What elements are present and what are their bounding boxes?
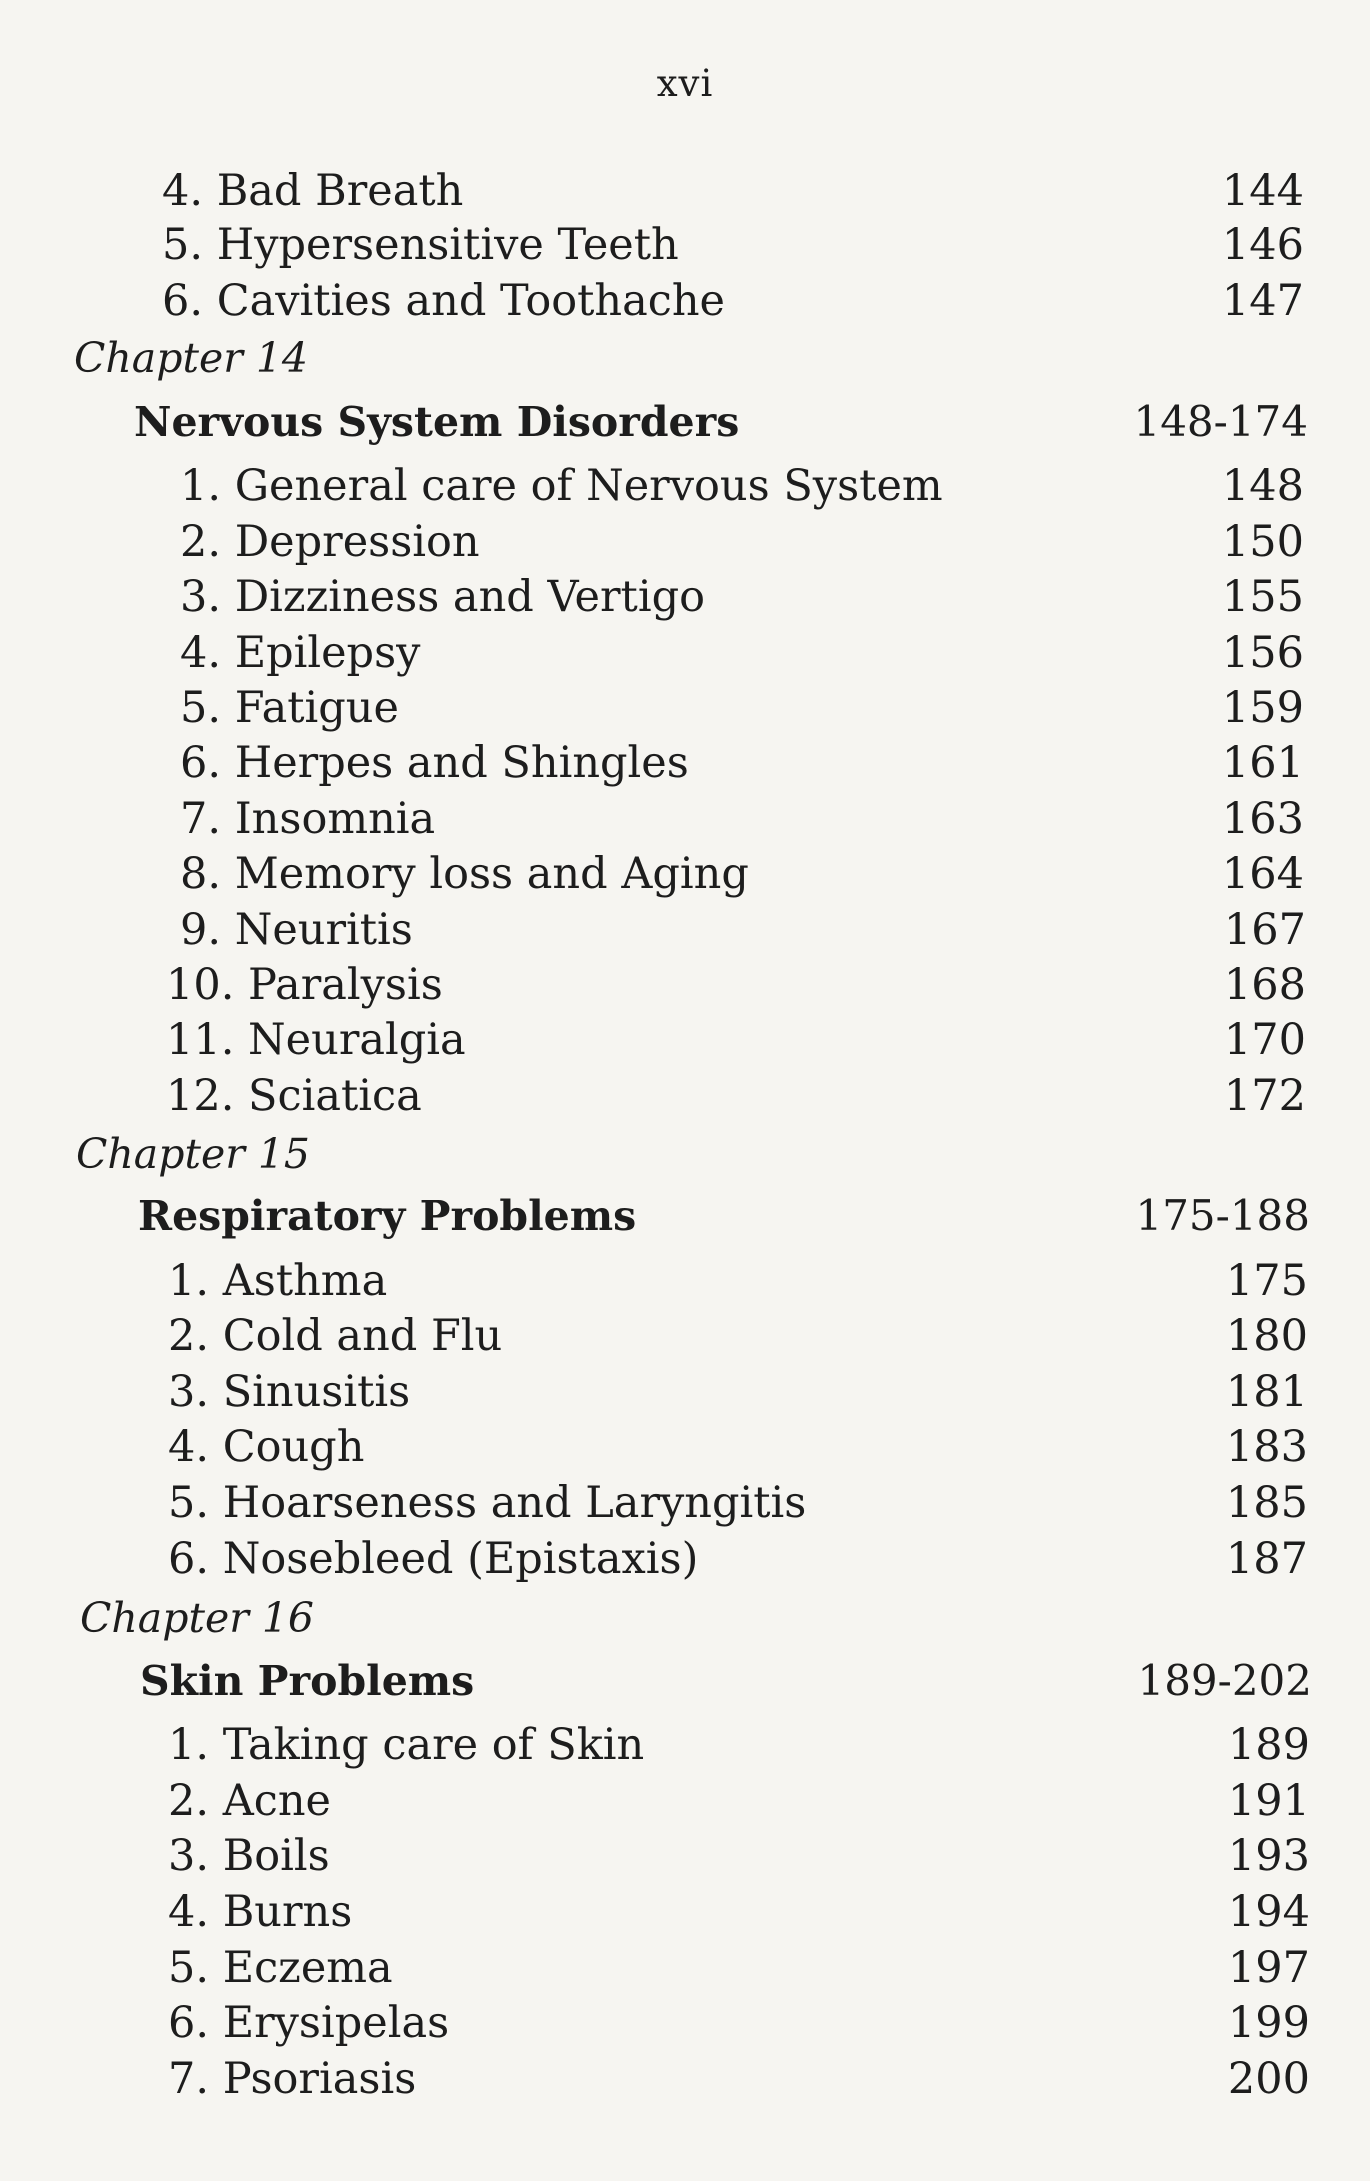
toc-entry-page: 150	[1221, 517, 1304, 567]
toc-entry	[168, 1531, 1308, 1587]
toc-entry	[168, 1828, 1310, 1884]
toc-entry	[168, 1773, 1310, 1829]
toc-entry-page: 164	[1221, 849, 1304, 899]
toc-entry-title: 10. Paralysis	[166, 960, 443, 1010]
section-heading	[138, 1188, 1310, 1244]
toc-entry-title: Nervous System Disorders	[134, 398, 740, 446]
toc-entry-page: 172	[1223, 1071, 1306, 1121]
section-heading	[134, 394, 1308, 450]
toc-entry-page: 194	[1227, 1887, 1310, 1937]
toc-entry	[180, 846, 1304, 902]
toc-entry-page: 200	[1227, 2054, 1310, 2104]
toc-entry	[168, 1253, 1308, 1309]
toc-entry-title: 8. Memory loss and Aging	[180, 849, 749, 899]
toc-entry	[180, 735, 1304, 791]
toc-entry-page: 146	[1221, 220, 1304, 270]
toc-entry-title: Chapter 14	[74, 334, 309, 382]
toc-entry	[168, 2051, 1310, 2107]
toc-entry-page: 147	[1221, 276, 1304, 326]
toc-entry	[168, 1940, 1310, 1996]
chapter-heading	[76, 1126, 976, 1182]
toc-entry	[168, 1717, 1310, 1773]
toc-entry-title: 3. Dizziness and Vertigo	[180, 572, 706, 622]
toc-entry-title: 4. Cough	[168, 1422, 365, 1472]
toc-entry-page: 185	[1225, 1478, 1308, 1528]
toc-entry	[168, 1475, 1308, 1531]
toc-entry-title: 7. Insomnia	[180, 794, 436, 844]
toc-entry-title: 3. Boils	[168, 1831, 330, 1881]
toc-entry-title: 6. Herpes and Shingles	[180, 738, 689, 788]
toc-entry-title: 4. Burns	[168, 1887, 353, 1937]
toc-entry	[168, 1884, 1310, 1940]
toc-entry-title: 6. Erysipelas	[168, 1998, 450, 2048]
toc-entry-title: 9. Neuritis	[180, 905, 413, 955]
toc-entry-title: 6. Cavities and Toothache	[162, 276, 725, 326]
toc-entry-page: 191	[1227, 1776, 1310, 1826]
toc-entry-page: 180	[1225, 1311, 1308, 1361]
section-heading	[140, 1653, 1312, 1709]
toc-entry-page: 175	[1225, 1256, 1308, 1306]
toc-entry-page: 167	[1223, 905, 1306, 955]
toc-entry-title: 4. Epilepsy	[180, 628, 421, 678]
toc-entry-page: 168	[1223, 960, 1306, 1010]
toc-entry-title: 5. Hypersensitive Teeth	[162, 220, 679, 270]
toc-entry-page: 189-202	[1137, 1656, 1312, 1705]
toc-entry-title: 1. Asthma	[168, 1256, 388, 1306]
toc-entry-page: 175-188	[1135, 1191, 1310, 1240]
toc-entry	[162, 217, 1304, 273]
toc-entry	[162, 163, 1304, 219]
toc-entry	[180, 625, 1304, 681]
toc-entry-page: 155	[1221, 572, 1304, 622]
toc-entry-title: 5. Fatigue	[180, 683, 399, 733]
toc-entry	[168, 1364, 1308, 1420]
toc-entry-page: 170	[1223, 1015, 1306, 1065]
chapter-heading	[80, 1590, 980, 1646]
toc-entry-title: 6. Nosebleed (Epistaxis)	[168, 1534, 699, 1584]
toc-entry	[168, 1995, 1310, 2051]
toc-entry-title: 5. Hoarseness and Laryngitis	[168, 1478, 807, 1528]
toc-entry	[180, 791, 1304, 847]
toc-entry	[180, 902, 1306, 958]
toc-entry	[180, 569, 1304, 625]
toc-entry-title: 1. Taking care of Skin	[168, 1720, 645, 1770]
toc-entry-page: 144	[1221, 166, 1304, 216]
toc-entry-page: 159	[1221, 683, 1304, 733]
toc-entry	[162, 273, 1304, 329]
toc-entry-title: 2. Depression	[180, 517, 480, 567]
toc-entry-title: Respiratory Problems	[138, 1192, 637, 1240]
toc-entry-title: 3. Sinusitis	[168, 1367, 411, 1417]
toc-entry-title: 4. Bad Breath	[162, 166, 464, 216]
toc-entry-page: 193	[1227, 1831, 1310, 1881]
toc-entry-page: 197	[1227, 1943, 1310, 1993]
toc-entry	[180, 514, 1304, 570]
toc-entry-page: 156	[1221, 628, 1304, 678]
toc-entry	[180, 680, 1304, 736]
toc-entry	[166, 957, 1306, 1013]
toc-entry-page: 183	[1225, 1422, 1308, 1472]
toc-entry-title: 2. Cold and Flu	[168, 1311, 503, 1361]
toc-entry	[166, 1012, 1306, 1068]
toc-entry	[168, 1419, 1308, 1475]
toc-entry-title: 1. General care of Nervous System	[180, 461, 943, 511]
toc-entry-page: 187	[1225, 1534, 1308, 1584]
toc-entry-page: 189	[1227, 1720, 1310, 1770]
toc-entry-title: 5. Eczema	[168, 1943, 393, 1993]
toc-entry-page: 161	[1221, 738, 1304, 788]
toc-entry-page: 148	[1221, 461, 1304, 511]
toc-entry	[166, 1068, 1306, 1124]
toc-entry-title: 2. Acne	[168, 1776, 331, 1826]
toc-entry	[168, 1308, 1308, 1364]
toc-entry-title: Chapter 16	[80, 1594, 315, 1642]
toc-entry-title: 12. Sciatica	[166, 1071, 422, 1121]
toc-entry-page: 148-174	[1133, 397, 1308, 446]
toc-entry-page: 199	[1227, 1998, 1310, 2048]
toc-entry-page: 163	[1221, 794, 1304, 844]
toc-entry-title: 11. Neuralgia	[166, 1015, 466, 1065]
toc-entry-title: 7. Psoriasis	[168, 2054, 417, 2104]
page-number: xvi	[656, 62, 714, 105]
toc-entry	[180, 458, 1304, 514]
toc-entry-title: Chapter 15	[76, 1130, 311, 1178]
chapter-heading	[74, 330, 974, 386]
toc-entry-title: Skin Problems	[140, 1657, 475, 1705]
toc-entry-page: 181	[1225, 1367, 1308, 1417]
